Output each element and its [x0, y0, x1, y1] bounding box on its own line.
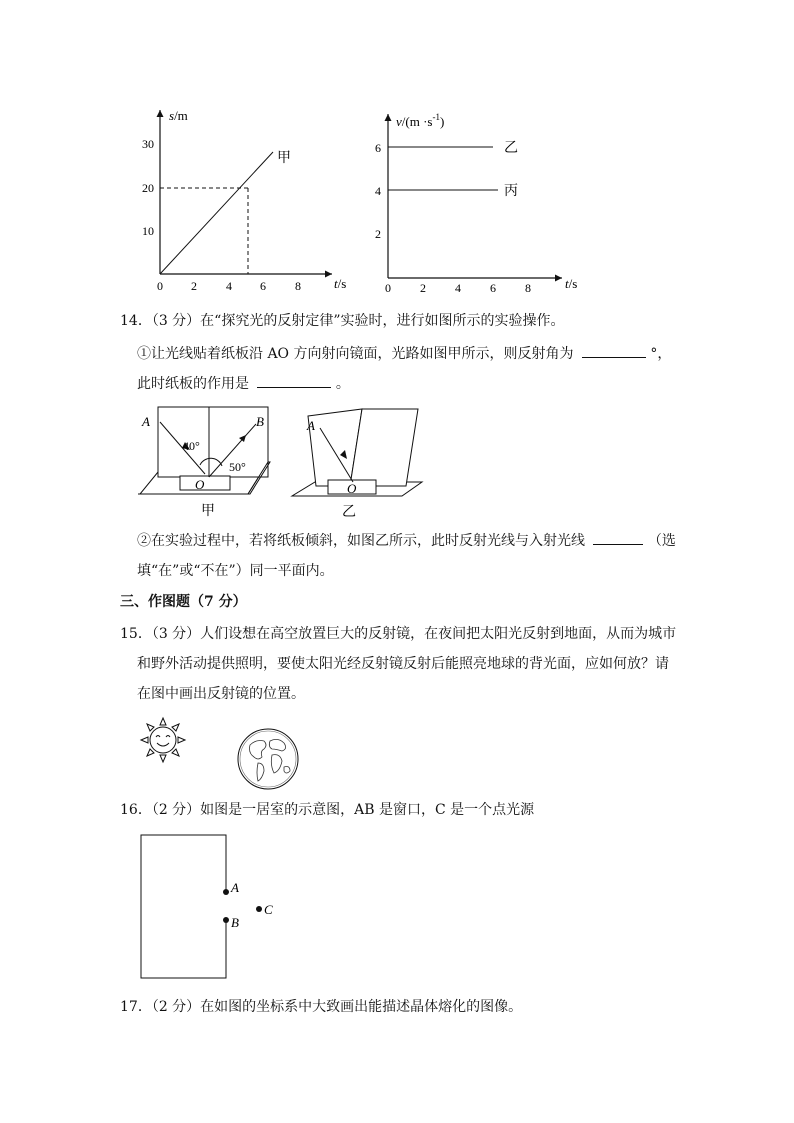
vt-x-tick: 2 — [420, 281, 426, 295]
label-o: O — [195, 477, 205, 492]
q14-part1-line1 — [137, 343, 671, 364]
q14-part1-line2 — [137, 373, 350, 394]
vt-x-tick: 4 — [455, 281, 461, 295]
vt-graph — [365, 100, 585, 300]
vt-x-tick: 8 — [525, 281, 531, 295]
st-y-tick: 30 — [142, 137, 154, 151]
q16-room-diagram — [135, 830, 285, 985]
q15-line1: 15．（3 分）人们设想在高空放置巨大的反射镜，在夜间把太阳光反射到地面，从而为城市 — [120, 626, 677, 642]
point-c — [256, 906, 262, 912]
angle-50: 50° — [229, 460, 246, 474]
q14-part2-text: ②在实验过程中，若将纸板倾斜，如图乙所示，此时反射光线与入射光线 — [137, 533, 585, 549]
label-a: A — [307, 418, 315, 433]
mirror-base — [180, 476, 230, 490]
point-a — [223, 889, 229, 895]
st-x-tick: 8 — [295, 279, 301, 293]
label-c: C — [264, 902, 273, 917]
q14-answer-blank-3[interactable] — [593, 530, 643, 545]
label-a: A — [231, 880, 239, 895]
vt-line-yi-label: 乙 — [504, 141, 518, 156]
q16-stem: 16．（2 分）如图是一居室的示意图，AB 是窗口，C 是一个点光源 — [120, 802, 535, 818]
st-x-label: t/s — [334, 276, 347, 291]
q14-figure-yi — [290, 404, 430, 524]
label-b: B — [256, 414, 264, 429]
st-y-label: s/m — [169, 108, 188, 123]
vt-y-tick: 2 — [375, 227, 381, 241]
q15-line3: 在图中画出反射镜的位置。 — [137, 686, 305, 702]
q14-answer-blank-1[interactable] — [582, 343, 646, 358]
room-wall — [141, 835, 226, 978]
vt-y-label: $v/(m \cdot s^{-1})$ — [396, 112, 445, 129]
earth-illustration — [236, 727, 300, 791]
q15-line2: 和野外活动提供照明，要使太阳光经反射镜反射后能照亮地球的背光面，应如何放？请 — [137, 656, 669, 672]
st-x-tick: 2 — [191, 279, 197, 293]
st-x-tick: 6 — [260, 279, 266, 293]
vt-x-tick: 0 — [385, 281, 391, 295]
q14-part1-end: 。 — [335, 376, 350, 392]
q14-part1-text: ①让光线贴着纸板沿 AO 方向射向镜面，光路如图甲所示，则反射角为 — [137, 346, 574, 362]
st-line — [160, 152, 273, 274]
st-x-tick: 0 — [157, 279, 163, 293]
st-y-tick: 10 — [142, 224, 154, 238]
q17-stem: 17．（2 分）在如图的坐标系中大致画出能描述晶体熔化的图像。 — [120, 999, 523, 1015]
q14-part2-line1 — [137, 530, 676, 551]
q14-answer-blank-2[interactable] — [257, 373, 331, 388]
vt-line-bing-label: 丙 — [504, 184, 518, 199]
label-o: O — [347, 481, 357, 496]
cardboard-right — [350, 409, 418, 486]
vt-x-label: t/s — [565, 276, 578, 291]
st-y-tick: 20 — [142, 181, 154, 195]
caption-jia: 甲 — [201, 504, 215, 519]
point-b — [223, 917, 229, 923]
vt-y-tick: 6 — [375, 141, 381, 155]
sun-illustration — [137, 714, 189, 766]
vt-y-tick: 4 — [375, 184, 381, 198]
vt-x-tick: 6 — [490, 281, 496, 295]
angle-40: 40° — [183, 439, 200, 453]
q14-part2-line2: 填“在”或“不在”）同一平面内。 — [137, 563, 334, 579]
st-x-tick: 4 — [226, 279, 232, 293]
q14-part2-text-b: （选 — [647, 533, 676, 549]
cardboard — [158, 407, 268, 477]
caption-yi: 乙 — [342, 505, 356, 520]
q14-figure-jia — [138, 402, 278, 522]
section-3-title: 三、作图题（7 分） — [120, 594, 247, 610]
label-a: A — [142, 414, 150, 429]
q14-part1-unit: °， — [650, 346, 672, 362]
st-graph — [135, 100, 350, 300]
st-line-label: 甲 — [277, 151, 291, 166]
q14-part1-text2: 此时纸板的作用是 — [137, 376, 249, 392]
label-b: B — [231, 915, 239, 930]
q14-stem: 14．（3 分）在“探究光的反射定律”实验时，进行如图所示的实验操作。 — [120, 313, 565, 329]
